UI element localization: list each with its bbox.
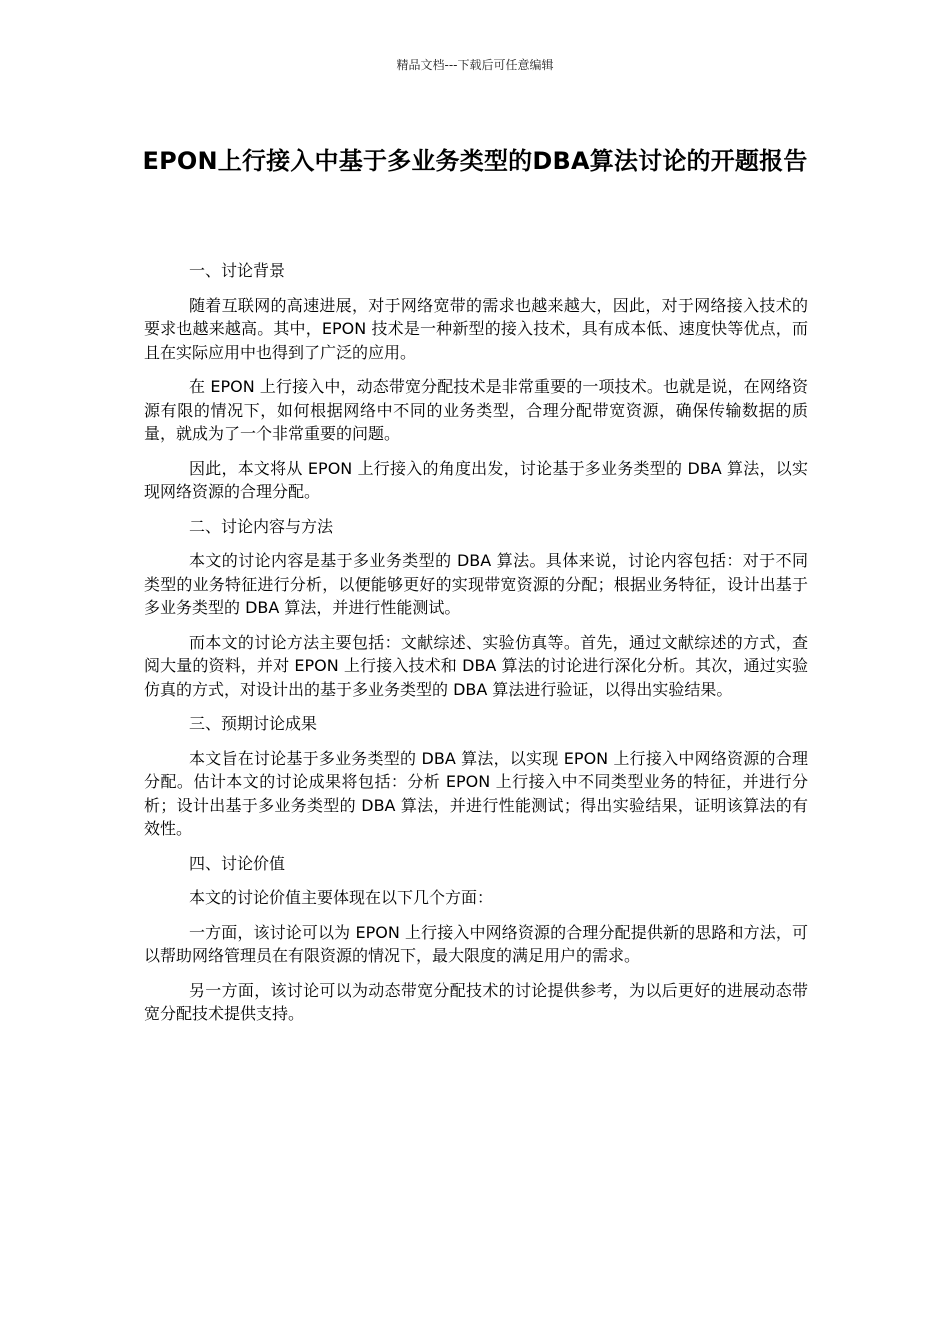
paragraph: 因此，本文将从 EPON 上行接入的角度出发，讨论基于多业务类型的 DBA 算法，以实现网络资源的合理分配。	[144, 458, 808, 501]
paragraph: 另一方面，该讨论可以为动态带宽分配技术的讨论提供参考，为以后更好的进展动态带宽分配技术提供支持。	[144, 980, 808, 1023]
section-heading: 三、预期讨论成果	[189, 714, 318, 733]
section-background	[144, 259, 808, 504]
document-body	[144, 259, 808, 1037]
section-expected-results	[144, 712, 808, 841]
paragraph: 而本文的讨论方法主要包括：文献综述、实验仿真等。首先，通过文献综述的方式，查阅大量的资料，并对 EPON 上行接入技术和 DBA 算法的讨论进行深化分析。其次，通过实验仿真的方式，对设计出的基于多业务类型的 DBA 算法进行验证，以得出实验结果。	[144, 632, 808, 699]
section-heading: 一、讨论背景	[189, 261, 286, 280]
section-value	[144, 852, 808, 1026]
section-heading: 二、讨论内容与方法	[189, 516, 334, 536]
paragraph: 一方面，该讨论可以为 EPON 上行接入中网络资源的合理分配提供新的思路和方法，可以帮助网络管理员在有限资源的情况下，最大限度的满足用户的需求。	[144, 922, 808, 965]
paragraph: 本文的讨论内容是基于多业务类型的 DBA 算法。具体来说，讨论内容包括：对于不同类型的业务特征进行分析，以便能够更好的实现带宽资源的分配；根据业务特征，设计出基于多业务类型的 DBA 算法，并进行性能测试。	[144, 551, 808, 617]
header-note: 精品文档---下载后可任意编辑	[396, 58, 554, 72]
document-title: EPON上行接入中基于多业务类型的DBA算法讨论的开题报告	[142, 147, 808, 175]
paragraph: 在 EPON 上行接入中，动态带宽分配技术是非常重要的一项技术。也就是说，在网络资源有限的情况下，如何根据网络中不同的业务类型，合理分配带宽资源，确保传输数据的质量，就成为了一个非常重要的问题。	[144, 377, 808, 443]
paragraph: 本文旨在讨论基于多业务类型的 DBA 算法，以实现 EPON 上行接入中网络资源的合理分配。估计本文的讨论成果将包括：分析 EPON 上行接入中不同类型业务的特征，并进行分析；设计出基于多业务类型的 DBA 算法，并进行性能测试；得出实验结果，证明该算法的有效性。	[144, 748, 808, 838]
paragraph: 随着互联网的高速进展，对于网络宽带的需求也越来越大，因此，对于网络接入技术的要求也越来越高。其中，EPON 技术是一种新型的接入技术，具有成本低、速度快等优点，而且在实际应用中也得到了广泛的应用。	[144, 295, 808, 362]
section-heading: 四、讨论价值	[189, 853, 286, 873]
section-content-method	[144, 515, 808, 702]
paragraph: 本文的讨论价值主要体现在以下几个方面：	[189, 888, 494, 907]
